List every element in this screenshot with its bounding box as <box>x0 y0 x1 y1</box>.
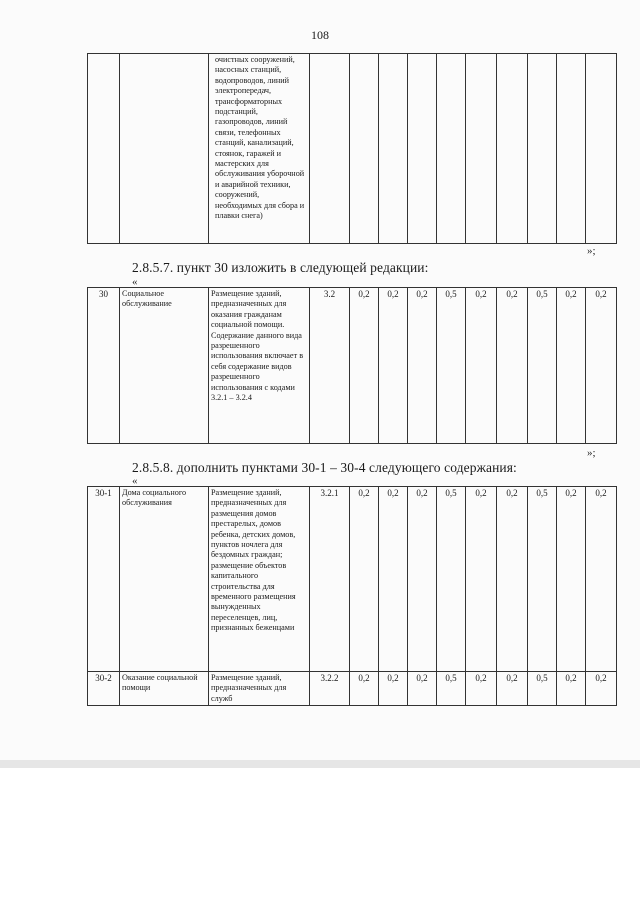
value-cell: 0,2 <box>557 288 586 444</box>
row-description: Размещение зданий, предназначенных для служб <box>209 672 310 706</box>
close-quote-2: »; <box>587 447 596 459</box>
value-cell: 0,5 <box>528 288 557 444</box>
open-quote-1: « <box>132 276 138 288</box>
cell-name <box>120 54 209 244</box>
value-cell: 0,5 <box>437 288 466 444</box>
table-continuation <box>87 53 617 244</box>
row-code: 3.2.1 <box>310 487 350 672</box>
value-cell: 0,5 <box>437 487 466 672</box>
row-name: Дома социального обслуживания <box>120 487 209 672</box>
cell-description: очистных сооружений, насосных станций, водопроводов, линий электропередач, трансформаторных подстанций, газопроводов, линий связи, телефонных станций, канализаций, стоянок, гаражей и мастерских для обслуживания уборочной и аварийной техники, сооружений, необходимых для сбора и плавки снега) <box>209 54 310 244</box>
value-cell: 0,2 <box>557 672 586 706</box>
value-cell: 0,2 <box>497 672 528 706</box>
cell-num <box>88 54 120 244</box>
table-row-30 <box>87 287 617 444</box>
open-quote-2: « <box>132 475 138 487</box>
row-code: 3.2.2 <box>310 672 350 706</box>
row-code: 3.2 <box>310 288 350 444</box>
heading-2-8-5-7: 2.8.5.7. пункт 30 изложить в следующей редакции: <box>132 260 429 275</box>
value-cell: 0,2 <box>586 288 617 444</box>
value-cell: 0,5 <box>437 672 466 706</box>
table-new-rows <box>87 486 617 706</box>
row-description: Размещение зданий, предназначенных для размещения домов престарелых, домов ребенка, детских домов, пунктов ночлега для бездомных граждан; размещение объектов капитального строительства для временного размещения вынужденных переселенцев, лиц, признанных беженцами <box>209 487 310 672</box>
value-cell: 0,2 <box>379 487 408 672</box>
row-number: 30 <box>88 288 120 444</box>
close-quote-1: »; <box>587 245 596 257</box>
row-number: 30-2 <box>88 672 120 706</box>
value-cell: 0,2 <box>379 672 408 706</box>
value-cell: 0,2 <box>466 672 497 706</box>
value-cell: 0,2 <box>350 487 379 672</box>
value-cell: 0,2 <box>497 487 528 672</box>
row-name: Социальное обслуживание <box>120 288 209 444</box>
value-cell: 0,2 <box>408 487 437 672</box>
row-description: Размещение зданий, предназначенных для оказания гражданам социальной помощи. Содержание данного вида разрешенного использования включает в себя содержание видов разрешенного использования с кодами 3.2.1 – 3.2.4 <box>209 288 310 444</box>
value-cell: 0,2 <box>557 487 586 672</box>
table-row <box>88 487 617 672</box>
value-cell: 0,2 <box>408 288 437 444</box>
value-cell: 0,5 <box>528 487 557 672</box>
value-cell: 0,2 <box>497 288 528 444</box>
table-row <box>88 672 617 706</box>
value-cell: 0,2 <box>408 672 437 706</box>
value-cell: 0,2 <box>466 487 497 672</box>
page-edge <box>0 760 640 768</box>
value-cell: 0,5 <box>528 672 557 706</box>
page-number: 108 <box>311 28 329 42</box>
value-cell: 0,2 <box>379 288 408 444</box>
value-cell: 0,2 <box>586 672 617 706</box>
value-cell: 0,2 <box>350 672 379 706</box>
value-cell: 0,2 <box>466 288 497 444</box>
row-number: 30-1 <box>88 487 120 672</box>
row-name: Оказание социальной помощи <box>120 672 209 706</box>
heading-2-8-5-8: 2.8.5.8. дополнить пунктами 30-1 – 30-4 следующего содержания: <box>132 460 517 475</box>
value-cell: 0,2 <box>350 288 379 444</box>
value-cell: 0,2 <box>586 487 617 672</box>
